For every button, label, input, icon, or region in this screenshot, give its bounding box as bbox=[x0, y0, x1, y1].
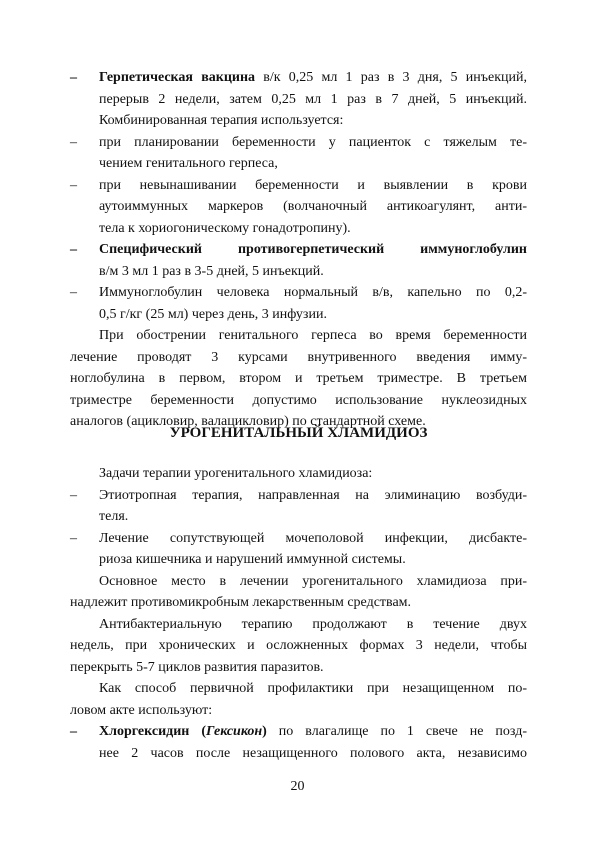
list-dash: – bbox=[70, 531, 77, 546]
text-line: при планировании беременности у пациенток с тяжелым те- bbox=[99, 135, 527, 150]
text-line: Основное место в лечении урогенитального хламидиоза при- bbox=[99, 574, 527, 589]
text-line: ноглобулина в первом, втором и третьем триместре. В третьем bbox=[70, 371, 527, 386]
text-line: в/к 0,25 мл 1 раз в 3 дня, 5 инъекций, bbox=[255, 70, 527, 85]
list-item-chlorhexidine bbox=[99, 724, 527, 740]
text-line: Как способ первичной профилактики при незащищенном по- bbox=[99, 681, 527, 696]
list-dash: – bbox=[70, 70, 77, 85]
text-line: теля. bbox=[99, 509, 129, 524]
list-dash: – bbox=[70, 285, 77, 300]
text-line: 0,5 г/кг (25 мл) через день, 3 инфузии. bbox=[99, 307, 327, 322]
text-line: в/м 3 мл 1 раз в 3-5 дней, 5 инъекций. bbox=[99, 264, 324, 279]
section-heading: УРОГЕНИТАЛЬНЫЙ ХЛАМИДИОЗ bbox=[169, 425, 428, 441]
text-line: аналогов (ацикловир, валацикловир) по стандартной схеме. bbox=[70, 414, 426, 429]
text-line: перекрыть 5-7 циклов развития паразитов. bbox=[70, 660, 324, 675]
text-line: триместре беременности допустимо использование нуклеозидных bbox=[70, 393, 527, 408]
list-dash: – bbox=[70, 724, 77, 739]
text-line: тела к хориогоническому гонадотропину). bbox=[99, 221, 351, 236]
text-line: надлежит противомикробным лекарственным средствам. bbox=[70, 595, 412, 610]
text-line: при невынашивании беременности и выявлении в крови bbox=[99, 178, 527, 193]
text-line: недель, при хронических и осложненных формах 3 недели, чтобы bbox=[70, 638, 527, 653]
text-line: по влагалище по 1 свече не позд- bbox=[266, 724, 527, 739]
text-line: При обострении генитального герпеса во время беременности bbox=[99, 328, 527, 343]
text-line: риоза кишечника и нарушений иммунной системы. bbox=[99, 552, 406, 567]
text-line: чением генитального герпеса, bbox=[99, 156, 278, 171]
page-number: 20 bbox=[290, 779, 305, 794]
text-line: Антибактериальную терапию продолжают в течение двух bbox=[99, 617, 527, 632]
text-line: нее 2 часов после незащищенного полового акта, независимо bbox=[99, 746, 527, 761]
drug-name: Герпетическая вакцина bbox=[99, 70, 256, 85]
list-dash: – bbox=[70, 488, 77, 503]
text-line: ловом акте используют: bbox=[70, 703, 213, 718]
brand-name: Гексикон bbox=[206, 724, 263, 739]
drug-name-close: ) bbox=[262, 724, 267, 739]
drug-name: Специфический противогерпетический иммуноглобулин bbox=[99, 242, 527, 257]
text-line: аутоиммунных маркеров (волчаночный антикоагулянт, анти- bbox=[99, 199, 527, 214]
list-dash: – bbox=[70, 135, 77, 150]
drug-name: Хлоргексидин ( bbox=[99, 724, 206, 739]
text-line: Лечение сопутствующей мочеполовой инфекции, дисбакте- bbox=[99, 531, 527, 546]
text-line: перерыв 2 недели, затем 0,25 мл 1 раз в 7 дней, 5 инъекций. bbox=[99, 92, 527, 107]
text-line: Комбинированная терапия используется: bbox=[99, 113, 344, 128]
list-dash: – bbox=[70, 242, 77, 257]
text-line: Задачи терапии урогенитального хламидиоза: bbox=[99, 466, 373, 481]
text-line: Иммуноглобулин человека нормальный в/в, капельно по 0,2- bbox=[99, 285, 527, 300]
text-line: лечение проводят 3 курсами внутривенного введения имму- bbox=[70, 350, 527, 365]
list-item-herpes-vaccine bbox=[99, 70, 527, 86]
text-line: Этиотропная терапия, направленная на элиминацию возбуди- bbox=[99, 488, 527, 503]
list-dash: – bbox=[70, 178, 77, 193]
